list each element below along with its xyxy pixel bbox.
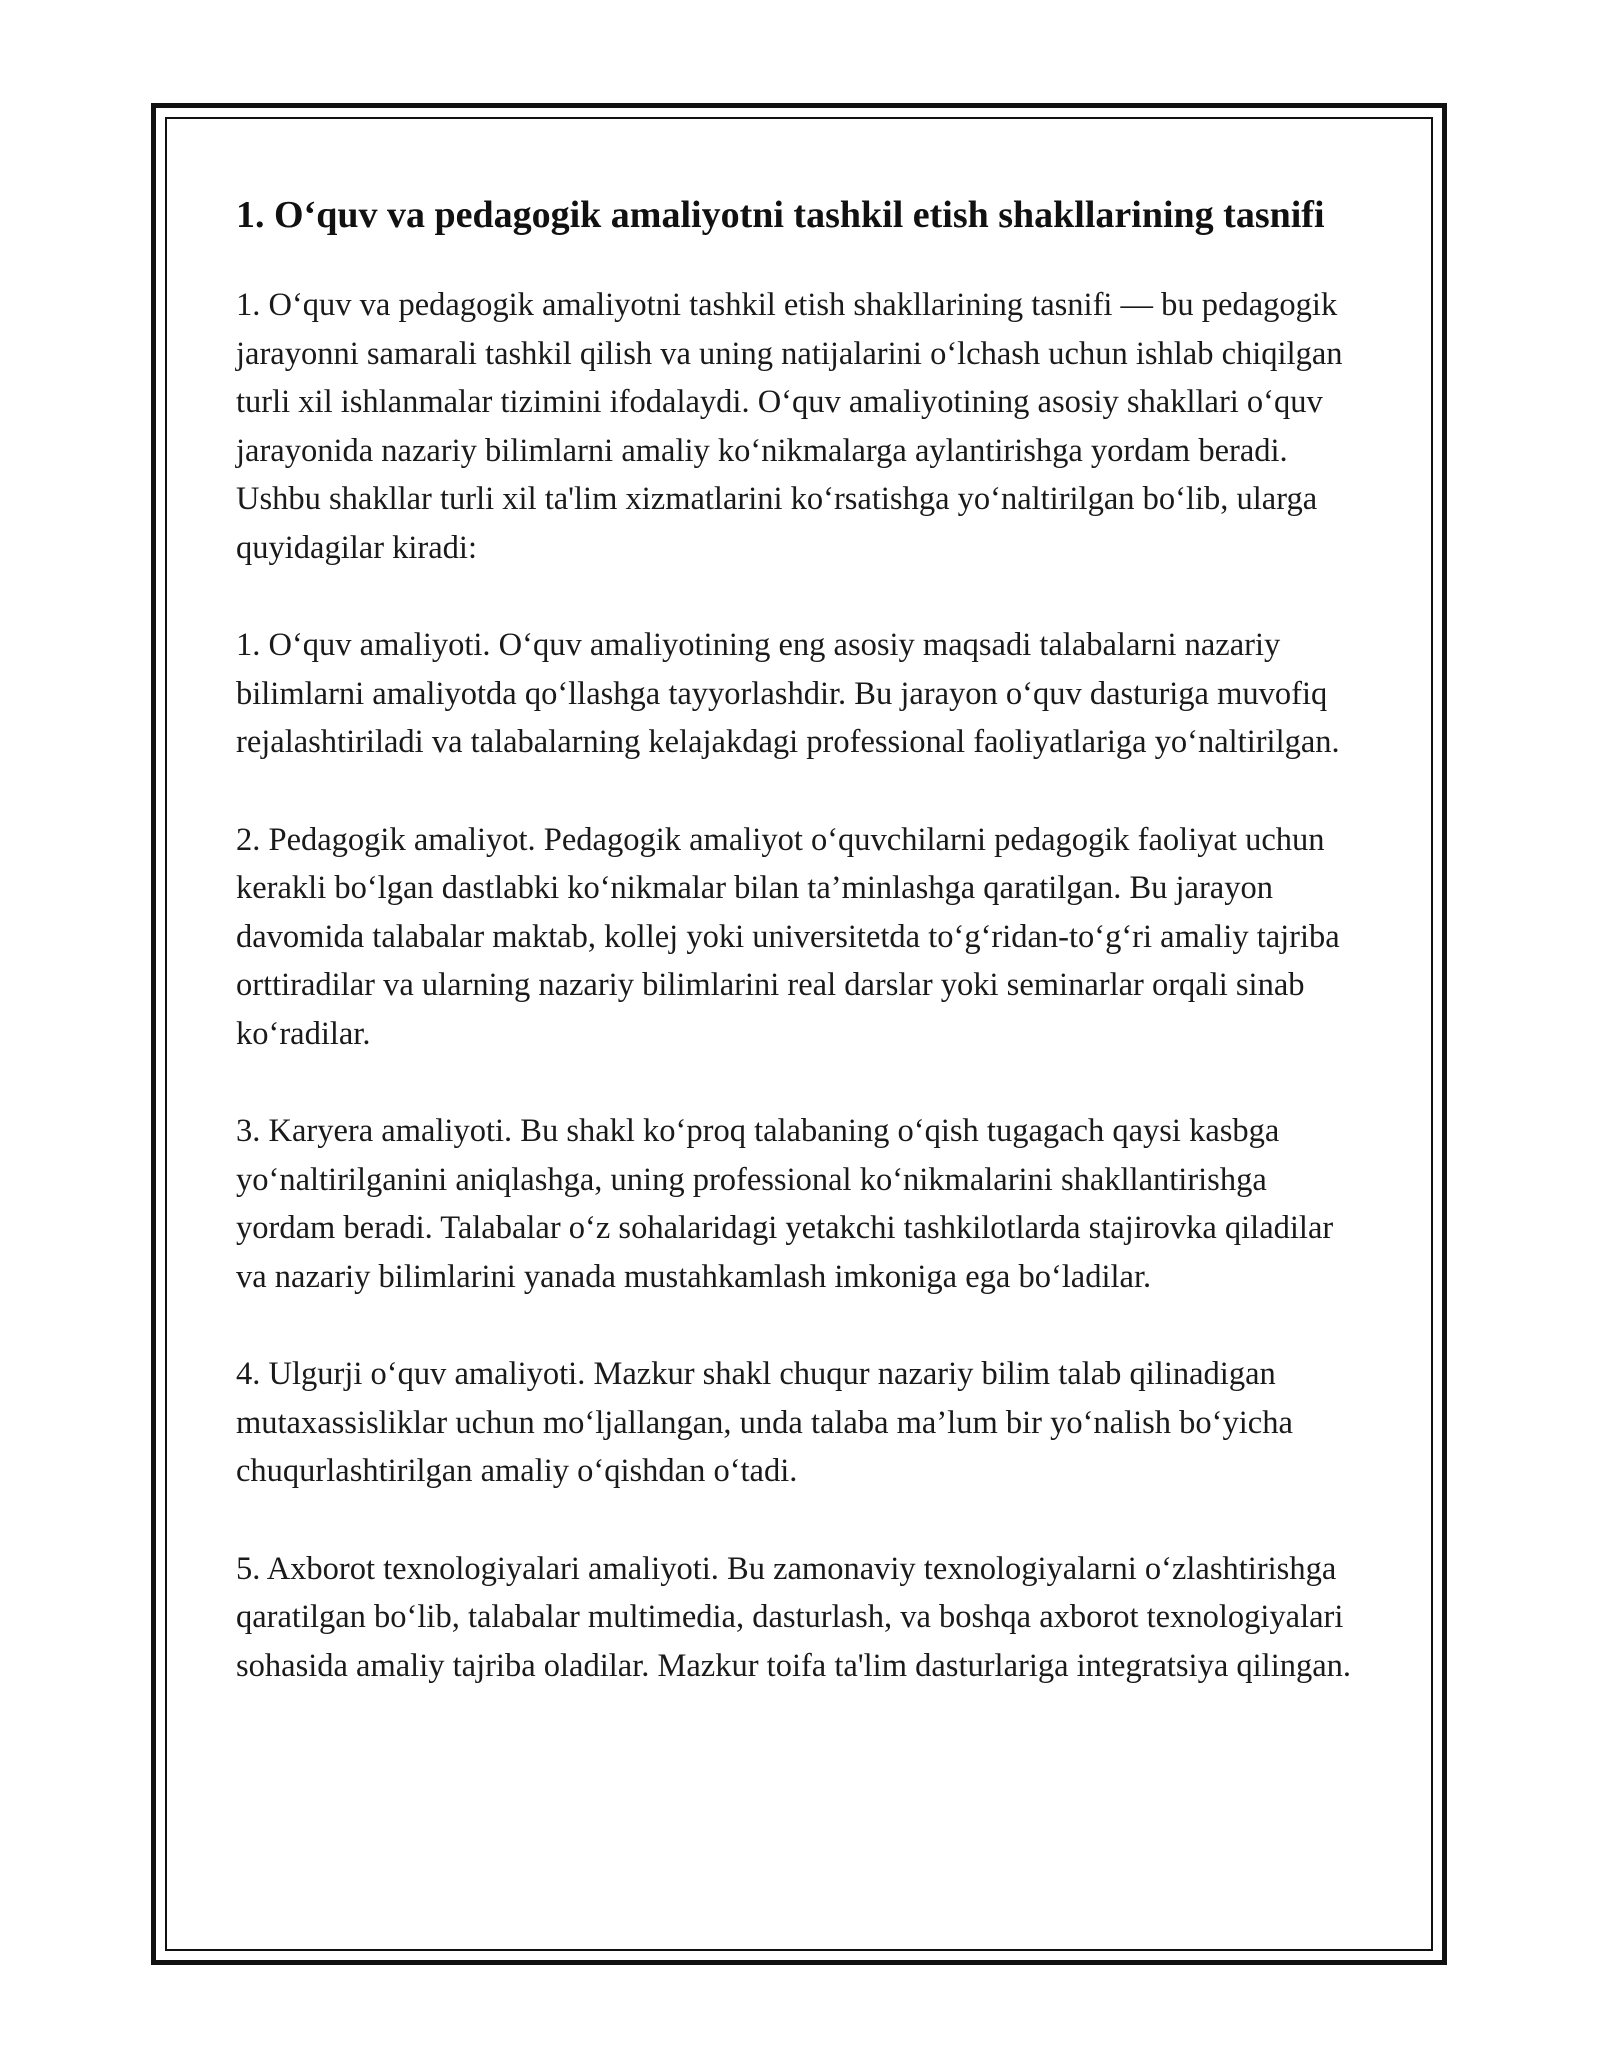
paragraph-intro: 1. O‘quv va pedagogik amaliyotni tashkil etish shakllarining tasnifi — bu pedagogik jarayonni samarali tashkil qilish va uning natijalarini o‘lchash uchun ishlab chiqilgan turli xil ishlanmalar tizimini ifodalaydi. O‘quv amaliyotining asosiy shakllari o‘quv jarayonida nazariy bilimlarni amaliy ko‘nikmalarga aylantirishga yordam beradi. Ushbu shakllar turli xil ta'lim xizmatlarini ko‘rsatishga yo‘naltirilgan bo‘lib, ularga quyidagilar kiradi: <box>236 287 1343 566</box>
paragraph-ulgurji-amaliyoti: 4. Ulgurji o‘quv amaliyoti. Mazkur shakl chuqur nazariy bilim talab qilinadigan mutaxassisliklar uchun mo‘ljallangan, unda talaba ma’lum bir yo‘nalish bo‘yicha chuqurlashtirilgan amaliy o‘qishdan o‘tadi. <box>236 1356 1293 1489</box>
document-body <box>236 188 1366 1690</box>
paragraph-axborot-texnologiyalari: 5. Axborot texnologiyalari amaliyoti. Bu zamonaviy texnologiyalarni o‘zlashtirishga qaratilgan bo‘lib, talabalar multimedia, dasturlash, va boshqa axborot texnologiyalari sohasida amaliy tajriba oladilar. Mazkur toifa ta'lim dasturlariga integratsiya qilingan. <box>236 1550 1352 1684</box>
paragraph-pedagogik-amaliyot: 2. Pedagogik amaliyot. Pedagogik amaliyot o‘quvchilarni pedagogik faoliyat uchun kerakli bo‘lgan dastlabki ko‘nikmalar bilan ta’minlashga qaratilgan. Bu jarayon davomida talabalar maktab, kollej yoki universitetda to‘g‘ridan-to‘g‘ri amaliy tajriba orttiradilar va ularning nazariy bilimlarini real darslar yoki seminarlar orqali sinab ko‘radilar. <box>236 821 1340 1052</box>
paragraph-oquv-amaliyoti: 1. O‘quv amaliyoti. O‘quv amaliyotining eng asosiy maqsadi talabalarni nazariy bilimlarni amaliyotda qo‘llashga tayyorlashdir. Bu jarayon o‘quv dasturiga muvofiq rejalashtiriladi va talabalarning kelajakdagi professional faoliyatlariga yo‘naltirilgan. <box>236 627 1340 760</box>
document-title: 1. O‘quv va pedagogik amaliyotni tashkil etish shakllarining tasnifi <box>236 194 1325 236</box>
paragraph-karyera-amaliyoti: 3. Karyera amaliyoti. Bu shakl ko‘proq talabaning o‘qish tugagach qaysi kasbga yo‘naltirilganini aniqlashga, uning professional ko‘nikmalarini shakllantirishga yordam beradi. Talabalar o‘z sohalaridagi yetakchi tashkilotlarda stajirovka qiladilar va nazariy bilimlarini yanada mustahkamlash imkoniga ega bo‘ladilar. <box>236 1113 1334 1295</box>
